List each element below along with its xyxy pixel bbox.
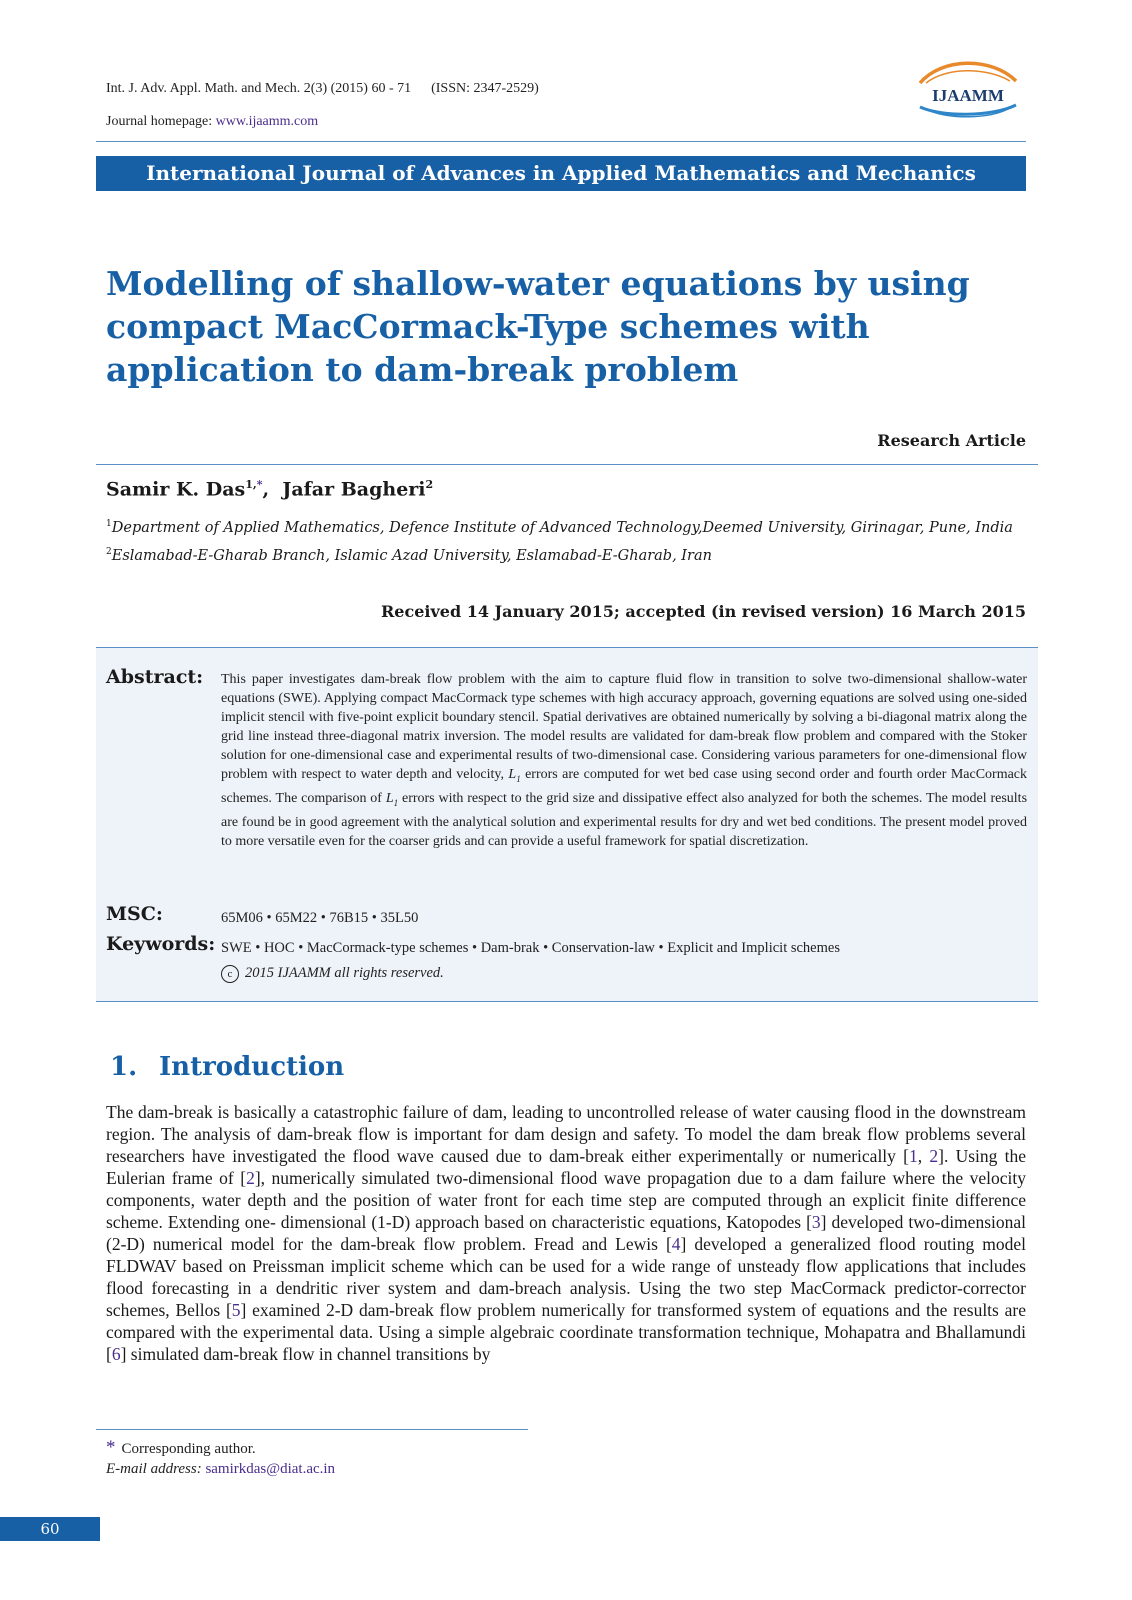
msc-label: MSC: [106, 903, 163, 925]
intro-segment: ]. Using the Eulerian frame of [ [106, 1146, 1026, 1188]
intro-segment: ] simulated dam-break flow in channel transitions by [120, 1344, 491, 1364]
msc-codes [221, 910, 418, 927]
section-heading [110, 1052, 344, 1082]
norm-letter: L [385, 790, 394, 806]
keyword: • Dam-brak [468, 940, 539, 956]
citation-link[interactable]: 6 [111, 1344, 121, 1364]
email-label: E-mail address: [106, 1461, 202, 1477]
keywords-label: Keywords: [106, 933, 216, 955]
section-number: 1. [110, 1052, 138, 1082]
intro-segment: ] developed a generalized flood routing model FLDWAV based on Preissman implicit scheme which can be used for a wide range of unsteady flow applications that includes flood forecasting in a dendritic river system and dam-breach analysis. Using the two step MacCormack predictor-corrector schemes, Bellos [ [106, 1234, 1026, 1320]
corresponding-footnote [106, 1437, 256, 1459]
keyword: • Explicit and Implicit schemes [655, 940, 840, 956]
received-dates: Received 14 January 2015; accepted (in revised version) 16 March 2015 [380, 602, 1026, 621]
author-name: Jafar Bagheri [282, 478, 426, 501]
msc-code: • 35L50 [368, 910, 418, 926]
citation-link[interactable]: 2 [929, 1146, 939, 1166]
author-affil-sup: 2 [425, 478, 434, 491]
norm-letter: L [508, 767, 517, 782]
corresponding-mark[interactable]: * [256, 478, 263, 491]
footnote-rule [96, 1429, 528, 1430]
keyword-list [221, 940, 840, 957]
affiliation-sup: 1 [106, 519, 112, 529]
author-name: Samir K. Das [106, 478, 246, 501]
citation-link[interactable]: 1 [909, 1146, 918, 1166]
author-affil-sup: 1, [245, 478, 257, 491]
citation-link[interactable]: 5 [231, 1300, 241, 1320]
citation-text: Int. J. Adv. Appl. Math. and Mech. 2(3) (2015) 60 - 71 [106, 81, 412, 96]
keyword: • Conservation-law [539, 940, 654, 956]
msc-code: 65M06 [221, 910, 263, 926]
copyright-text: 2015 IJAAMM all rights reserved. [245, 965, 444, 981]
abstract-label: Abstract: [106, 666, 204, 688]
affiliation [106, 519, 1013, 536]
keyword: • HOC [252, 940, 295, 956]
affiliation [106, 547, 712, 564]
journal-banner: International Journal of Advances in Applied Mathematics and Mechanics [96, 156, 1026, 191]
email-link[interactable]: samirkdas@diat.ac.in [205, 1461, 336, 1477]
issn-text: (ISSN: 2347-2529) [431, 81, 539, 96]
section-title: Introduction [159, 1052, 345, 1082]
homepage-link[interactable]: www.ijaamm.com [215, 114, 319, 129]
author-separator: , [262, 478, 270, 501]
page-number: 60 [0, 1517, 100, 1541]
journal-citation [106, 81, 539, 97]
email-footnote [106, 1461, 335, 1478]
norm-symbol [508, 767, 520, 782]
author-list [106, 478, 433, 500]
intro-segment: ], numerically simulated two-dimensional flood wave propagation due to a dam failure where the velocity components, water depth and the position of water front for each time step are computed through an explicit finite difference scheme. Extending one- dimensional (1-D) approach based on characteristic equations, Katopodes [ [106, 1168, 1026, 1232]
footnote-text: Corresponding author. [121, 1441, 256, 1457]
keyword: SWE [221, 940, 252, 956]
msc-code: • 65M22 [263, 910, 317, 926]
logo-text: IJAAMM [932, 86, 1004, 105]
citation-link[interactable]: 3 [811, 1212, 821, 1232]
homepage-label: Journal homepage: [106, 114, 213, 129]
intro-segment: , [917, 1146, 930, 1166]
intro-segment: ] examined 2-D dam-break flow problem numerically for transformed system of equations and the results are compared with the experimental data. Using a simple algebraic coordinate transformation technique, Mohapatra and Bhallamundi [ [106, 1300, 1027, 1364]
msc-code: • 76B15 [317, 910, 368, 926]
abstract-text [221, 670, 1027, 851]
copyright-icon: c [221, 965, 239, 983]
journal-homepage [106, 114, 318, 130]
abstract-part: This paper investigates dam-break flow problem with the aim to capture fluid flow in transition to solve two-dimensional shallow-water equations (SWE). Applying compact MacCormack type schemes with high accuracy approach, governing equations are solved using one-sided implicit stencil with five-point explicit boundary stencil. Spatial derivatives are obtained numerically by solving a bi-diagonal matrix along the grid line instead three-diagonal matrix inversion. The model results are validated for dam-break flow problem and compared with the Stoker solution for one-dimensional case and experimental results of two-dimensional case. Considering various parameters for one-dimensional flow problem with respect to water depth and velocity, [221, 672, 1027, 782]
abstract-part: errors with respect to the grid size and dissipative effect also analyzed for both the schemes. The model results are found be in good agreement with the analytical solution and experimental results for dry and wet bed conditions. The present model proved to more versatile even for the coarser grids and can provide a useful framework for spatial discretization. [221, 790, 1028, 849]
intro-segment: [ [903, 1146, 909, 1166]
norm-subscript: 1 [393, 797, 399, 808]
logo-arc-top [920, 63, 1016, 83]
article-type: Research Article [877, 431, 1026, 450]
journal-logo [912, 59, 1024, 119]
affiliation-text: Department of Applied Mathematics, Defence Institute of Advanced Technology,Deemed University, Girinagar, Pune, India [111, 519, 1013, 536]
header-rule [96, 141, 1026, 142]
norm-symbol [386, 791, 398, 806]
keyword: • MacCormack-type schemes [295, 940, 469, 956]
footnote-mark: * [106, 1437, 116, 1458]
affiliation-text: Eslamabad-E-Gharab Branch, Islamic Azad University, Eslamabad-E-Gharab, Iran [111, 547, 712, 564]
citation-link[interactable]: 2 [246, 1168, 255, 1188]
affiliation-sup: 2 [106, 547, 112, 557]
introduction-paragraph [106, 1101, 1026, 1365]
citation-link[interactable]: 4 [671, 1234, 681, 1254]
paper-title: Modelling of shallow-water equations by using compact MacCormack-Type schemes with application to dam-break problem [106, 264, 970, 389]
intro-segment: ] developed two-dimensional (2-D) numerical model for the dam-break flow problem. Fread and Lewis [ [106, 1212, 1026, 1254]
abstract-part: errors are computed for wet bed case using second order and fourth order MacCormack schemes. The comparison of [221, 767, 1028, 806]
intro-segment: The dam-break is basically a catastrophic failure of dam, leading to uncontrolled release of water causing flood in the downstream region. The analysis of dam-break flow is important for dam design and safety. To model the dam break flow problems several researchers have investigated the flood wave caused due to dam-break either experimentally or numerically [106, 1102, 1026, 1166]
title-rule [96, 464, 1038, 465]
norm-subscript: 1 [516, 773, 521, 784]
logo-arc-inner [926, 71, 1010, 83]
copyright-notice [221, 965, 444, 983]
logo-graphic [912, 59, 1024, 119]
